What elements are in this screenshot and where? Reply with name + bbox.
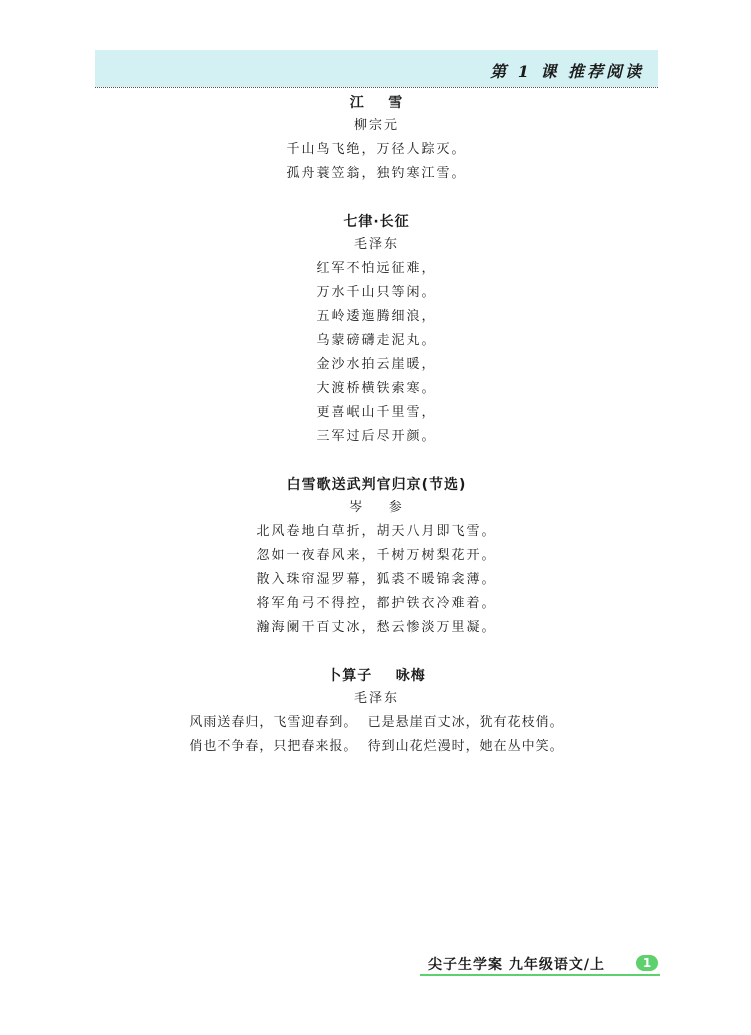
poem-line: 瀚海阑干百丈冰，愁云惨淡万里凝。: [256, 620, 497, 635]
page-number-badge: 1: [636, 955, 658, 971]
footer-divider: [420, 974, 660, 976]
poem-line: 五岭逶迤腾细浪，: [316, 309, 437, 324]
poem-line: 散入珠帘湿罗幕，狐裘不暖锦衾薄。: [256, 572, 497, 587]
poem-baixuege: [95, 474, 658, 640]
poem-author: 毛泽东: [353, 237, 399, 252]
poem-line: 风雨送春归，飞雪迎春到。 已是悬崖百丈冰，犹有花枝俏。: [189, 715, 564, 730]
poem-line: 大渡桥横铁索寒。: [316, 381, 437, 396]
poem-line: 俏也不争春，只把春来报。 待到山花烂漫时，她在丛中笑。: [189, 739, 564, 754]
poem-line: 红军不怕远征难，: [316, 261, 437, 276]
poem-author: 柳宗元: [353, 118, 399, 133]
page-footer: [420, 954, 660, 976]
poem-line: 更喜岷山千里雪，: [316, 405, 437, 420]
poem-line: 乌蒙磅礴走泥丸。: [316, 333, 437, 348]
poem-line: 北风卷地白草折，胡天八月即飞雪。: [256, 524, 497, 539]
poem-author: 岑 参: [349, 500, 404, 515]
poem-line: 万水千山只等闲。: [316, 285, 437, 300]
poem-author: 毛泽东: [353, 691, 399, 706]
header-divider: [95, 87, 658, 88]
poem-title: 卜算子 咏梅: [327, 668, 426, 684]
poem-line: 千山鸟飞绝，万径人踪灭。: [286, 142, 467, 157]
header-title: 第 1 课 推荐阅读: [490, 62, 644, 81]
poem-line: 金沙水拍云崖暖，: [316, 357, 437, 372]
poem-line: 三军过后尽开颜。: [316, 429, 437, 444]
footer-book-title: 尖子生学案 九年级语文/上: [428, 957, 605, 973]
poem-changzheng: [95, 211, 658, 449]
poem-jiang-xue: [95, 92, 658, 186]
header-band: [95, 50, 658, 87]
poem-title: 江 雪: [349, 95, 404, 111]
poem-line: 孤舟蓑笠翁，独钓寒江雪。: [286, 166, 467, 181]
poem-title: 七律·长征: [343, 214, 410, 230]
poem-title: 白雪歌送武判官归京(节选): [286, 477, 467, 493]
poem-list: [95, 92, 658, 759]
poem-busuanzi: [95, 665, 658, 759]
poem-line: 将军角弓不得控，都护铁衣冷难着。: [256, 596, 497, 611]
poem-line: 忽如一夜春风来，千树万树梨花开。: [256, 548, 497, 563]
